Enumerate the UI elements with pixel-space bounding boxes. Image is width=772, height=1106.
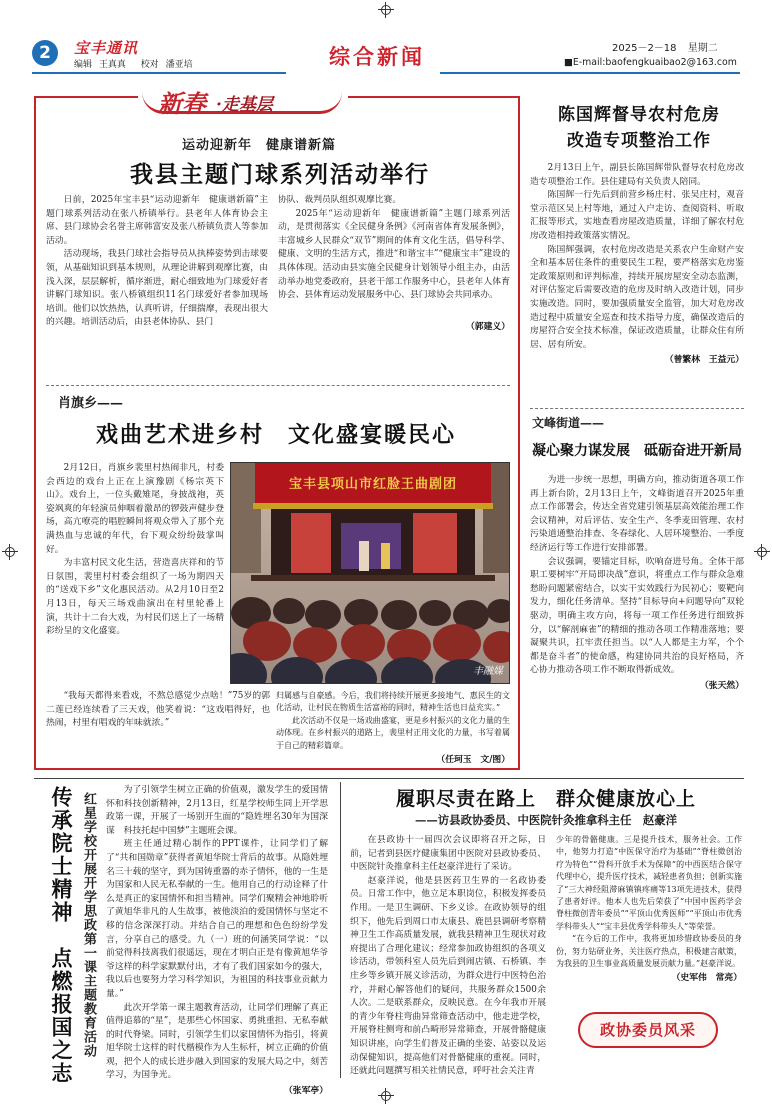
divider-right xyxy=(530,408,744,409)
opera-paragraph: 归属感与自豪感。今后，我们将持续开展更多接地气、惠民生的文化活动，让村民在物质生活富裕的同时，精神生活也日益充实。” xyxy=(276,691,510,713)
stage-photo-illustration xyxy=(231,463,510,684)
proof-name: 潘亚培 xyxy=(165,60,193,70)
opera-paragraph: 此次活动不仅是一场戏曲盛宴，更是乡村振兴的文化力量的生动体现。在乡村振兴的道路上，裴里村正用文化的力量，书写着属于自己的精彩篇章。 xyxy=(276,715,510,750)
proof-label: 校对 xyxy=(140,60,159,70)
registration-mark-right xyxy=(754,544,770,560)
wenfeng-body xyxy=(530,474,744,691)
date-text: 2025－2－18 xyxy=(612,43,677,54)
weekday-text: 星期二 xyxy=(687,43,718,54)
header-rule-right xyxy=(440,72,740,74)
chen-paragraph: 陈国辉强调，农村危房改造是关系农户生命财产安全和基本居住条件的重要民生工程，要严格落实危房鉴定政策原则和评判标准，持续开展房屋安全动态监测，对评估鉴定后需要改造的危房及时纳入改造计划，同步实施改造。同时，要加强质量安全监管，加大对危房改造过程中质量安全巡查和技术指导力度，确保改造后的房屋符合安全技术标准，保证改造质量，让群众住有所居、居有所安。 xyxy=(530,244,744,350)
croquet-paragraph: 协队、裁判员队组织观摩比赛。 xyxy=(278,195,402,205)
wenfeng-paragraph: 为进一步统一思想，明确方向，推动街道各项工作再上新台阶，2月13日上午，文峰街道召开2025年重点工作部署会，传达全省党建引领基层高效能治理工作会议精神，对后评估、安全生产、冬季麦田管理、农村污染道通整治排查、冬春绿化、人居环境整治、一季度经济运行等工作进行安排部署。 xyxy=(530,475,744,553)
school-body xyxy=(106,784,328,1096)
croquet-paragraph: 日前，2025年宝丰县“运动迎新年 健康谱新篇”主题门球系列活动在张八桥镇举行。县老年人体育协会主席、县门球协会名誉主席韩富安及张八桥镇负责人等参加活动。 xyxy=(46,195,268,246)
croquet-kicker: 运动迎新年 健康谱新篇 xyxy=(182,138,337,153)
banner-text-dark: ·走基层 xyxy=(216,95,273,115)
zhao-col-2 xyxy=(556,834,742,983)
registration-mark-bottom xyxy=(378,1088,394,1104)
editor-credits xyxy=(74,57,193,70)
banner-text-red: 新春 xyxy=(158,89,206,118)
croquet-paragraph: 活动现场，我县门球社会指导员从执棒姿势到击球要领，从基础知识到基本规则，从理论讲解到观摩比赛，由浅入深，层层解析，循序渐进，耐心细致地为门球爱好者讲解门球知识。张八桥镇组织11名门球爱好者参加现场培训。他们以饮热热，认真听讲，仔细揣摩，表现出很大的兴趣。培训活动后，由县老体协队、县门 xyxy=(46,249,268,328)
divider-dashed xyxy=(46,385,510,386)
photo-watermark: 丰融媒 xyxy=(473,666,503,677)
editor-label: 编辑 xyxy=(74,60,93,70)
zhao-byline: （史军伟 常亮） xyxy=(671,973,742,984)
vertical-rule xyxy=(340,782,341,1078)
opera-paragraph: 为丰富村民文化生活，营造喜庆祥和的节日氛围，裴里村村委会组织了一场为期四天的“送戏下乡”文化惠民活动。从2月10日至2月13日，每天三场戏曲演出在村里轮番上演，共计十二台大戏，为村民们送上了一场精彩纷呈的文化盛宴。 xyxy=(46,558,224,637)
header-rule-blue xyxy=(32,72,286,74)
chen-paragraph: 2月13日上午，副县长陈国辉带队督导农村危房改造专项整治工作。县住建局有关负责人陪同。 xyxy=(530,163,744,187)
zhao-paragraph: 在县政协十一届四次会议即将召开之际，日前，记者到县医疗健康集团中医院对县政协委员、中医院针灸推拿科主任赵豪洋进行了采访。 xyxy=(350,835,546,873)
wenfeng-title: 凝心聚力谋发展 砥砺奋进开新局 xyxy=(532,443,742,459)
issue-date xyxy=(612,39,718,54)
wenfeng-byline: （张天然） xyxy=(700,680,744,691)
email-line: ■E-mail:baofengkuaibao2@163.com xyxy=(564,57,737,68)
zhao-paragraph: 少年的骨骼健康。三是提升技术，服务社会。工作中，他努力打造“中医保守治疗为基础”“脊柱微创治疗为特色”“骨科开放手术为保障”的中西医结合保守代理中心，提升医疗技术，减轻患者负担；创新实施了“三大神经阻滞麻镇镇疼痛等13项先进技术，获得了患者好评。他本人也先后荣获了“中国中医药学会脊柱微创青年委员”“平顶山优秀医师”“平顶山市优秀学科带头人”“宝丰县优秀学科带头人”等荣誉。 xyxy=(556,835,742,931)
opera-title: 戏曲艺术进乡村 文化盛宴暖民心 xyxy=(95,423,456,448)
opera-byline: （任珂玉 文/图） xyxy=(436,755,510,766)
croquet-title: 我县主题门球系列活动举行 xyxy=(130,162,430,188)
school-paragraph: 此次开学第一课主题教育活动，让同学们理解了真正值得追慕的“星”，是那些心怀国家、勇挑重担、无私奉献的时代脊梁。同时，引领学生们以家国情怀为指引，将黄旭华院士这样的时代楷模作为人生标杆，树立正确的价值观，把个人的成长进步融入到国家的发展大局之中，刻苦学习，为国争光。 xyxy=(106,1002,328,1081)
zhao-col-1 xyxy=(350,834,546,1079)
school-paragraph: 班主任通过精心制作的PPT课件，让同学们了解了“共和国勋章”获得者黄旭华院士背后的故事。从隐姓埋名三十载的坚守，到为国铸重器的赤子情怀，他的一生是为国家和人民无私奉献的一生。他用自己的行动诠释了什么是真正的家国情怀和担当精神。同学们聚精会神地聆听了黄旭华非凡的人生故事，被他淡泊的爱国情怀与坚定不移的信念深深打动。并结合自己的理想和色色纷纷学发言，分享自己的感受。九（一）班的何涵笑同学说：“以前觉得科技离我们很遥远，现在才明白正是有像黄旭华爷爷这样的科学家默默付出，才有了我们国家如今的强大，我以后也要努力学习科学知识，为祖国的科技事业贡献力量。” xyxy=(106,839,328,999)
opera-col-right xyxy=(276,690,510,765)
opera-paragraph: 2月12日，肖旗乡裴里村热闹非凡，村委会西边的戏台上正在上演豫剧《杨宗英下山》。戏台上，一位头戴雉尾，身披战袍，英姿飒爽的年轻演员伸咽着激昂的锣鼓声健步登场，高亢嘹亮的唱腔瞬间将观众带入了那个充满热血与忠诚的年代，台下观众纷纷鼓掌叫好。 xyxy=(46,463,224,555)
croquet-col-1 xyxy=(46,194,268,330)
registration-mark-left xyxy=(2,544,18,560)
chen-paragraph: 陈国辉一行先后到前营乡杨庄村、张吴庄村，观音堂示范区吴上村等地，通过入户走访、查阅资料、听取汇报等形式，实地查看房屋改造质量，详细了解农村危房改造相持政策落实情况。 xyxy=(530,190,744,241)
chen-title-line1: 陈国辉督导农村危房 xyxy=(558,105,720,125)
school-title-vertical: 传承院士精神 点燃报国之志 xyxy=(49,786,73,1085)
opera-col-bottom xyxy=(46,690,270,731)
opera-paragraph: “我每天都得来看戏，不熬总感觉少点啥！”75岁的郭二莲已经连续看了三天戏，他笑着说：“这戏唱得好，也热闹，村里有唱戏的年味就浓。” xyxy=(46,691,270,729)
wenfeng-paragraph: 会议强调，要锚定目标，吹响奋进号角。全体干部职工要树牢“开局即决战”意识，将重点工作与群众急难愁盼问题紧密结合，以实干实效践行为民初心；要靶向发力，细化任务清单。坚持“目标导向+问题导向”双轮驱动，明确主攻方向，将每一项工作任务进行细致拆分，以“解剖麻雀”的精细的推动各项工作精准落地；要凝聚共识，扛牢责任担当。以“人人都是主力军，个个都是奋斗者”的使命感，构建协同共治的良好格局，齐心协力推动各项工作不断取得新成效。 xyxy=(530,556,744,676)
school-subtitle-vertical: 红星学校开展开学思政第一课主题教育活动 xyxy=(81,792,96,1058)
zhao-paragraph: “在今后的工作中，我将更加珍惜政协委员的身份，努力钻研业务，关注医疗热点，积极建言献策，为我县的卫生事业高质量发展贡献力量。”赵豪洋说。 xyxy=(556,934,742,969)
chen-byline: （曾繁林 王益元） xyxy=(664,355,744,366)
croquet-byline: （郭建义） xyxy=(466,321,510,332)
section-title: 综合新闻 xyxy=(329,45,425,69)
opera-kicker: 肖旗乡—— xyxy=(58,396,124,411)
newspaper-logo: 宝丰通讯 xyxy=(74,39,139,57)
chen-body xyxy=(530,162,744,365)
chen-title-line2: 改造专项整治工作 xyxy=(567,131,711,151)
school-byline: （张军亭） xyxy=(284,1086,328,1096)
zhao-title: 履职尽责在路上 群众健康放心上 xyxy=(395,788,696,810)
croquet-col-2 xyxy=(278,194,510,332)
editor-name: 王真真 xyxy=(98,60,126,70)
croquet-paragraph: 2025年“运动迎新年 健康谱新篇”主题门球系列活动，是贯彻落实《全民健身条例》《河南省体育发展条例》，丰富城乡人民群众“双节”期间的体育文化生活，倡导科学、健康、文明的生活方式，推进“和谐宝丰”“健康宝丰”建设的具体体现。活动由县实施全民健身计划领导小组主办，由活动举办地党委政府，县老干部工作服务中心，县老年人体育协会、县体育运动发展服务中心、县门球协会共同承办。 xyxy=(278,208,510,301)
school-paragraph: 为了引领学生树立正确的价值观，激发学生的爱国情怀和科技创新精神，2月13日，红星学校师生同上开学思政第一课，开展了一场别开生面的“隐姓埋名30年为国深谋 科技托起中国梦”主题班会课。 xyxy=(106,785,328,836)
opera-photo xyxy=(230,462,510,684)
banner-new-spring xyxy=(138,82,348,122)
opera-col-left xyxy=(46,462,224,639)
column-label-badge: 政协委员风采 xyxy=(578,1012,718,1048)
zhao-subtitle: ——访县政协委员、中医院针灸推拿科主任 赵豪洋 xyxy=(415,813,677,827)
zhao-paragraph: 赵豪洋说，他是县医药卫生界的一名政协委员。日常工作中，他立足本职岗位，积极发挥委员作用。一是卫生调研、下乡义诊。在政协领导的组织下，他先后到周口市太康县、鹿邑县调研考察精神卫生工作高质量发展，就我县精神卫生现状对政府提出了合理化建议；经常参加政协组织的各项义诊活动，带领科室人员先后到闹店镇、石桥镇、李庄乡等乡镇开展义诊活动，为群众进行中医特色治疗，并耐心解答他们的疑问，共服务群众1500余人次。二是联系群众，反映民意。在今年我市开展的青少年脊柱弯曲异常筛查活动中，他走进学校，开展脊柱侧弯和前凸畸形异常筛查，开展骨骼健康知识讲座，向学生们普及正确的坐姿、站姿以及运动保健知识，提高他们对骨骼健康的重视。同时，还就此问题撰写相关社情民意，呼吁社会关注青 xyxy=(350,875,546,1077)
mid-rule xyxy=(34,778,744,779)
photo-stage-banner: 宝丰县项山市红脸王曲剧团 xyxy=(288,477,457,492)
wenfeng-kicker: 文峰街道—— xyxy=(532,416,605,430)
page-header xyxy=(32,38,740,70)
page-number-badge: 2 xyxy=(32,40,58,66)
registration-mark-top xyxy=(378,2,394,18)
